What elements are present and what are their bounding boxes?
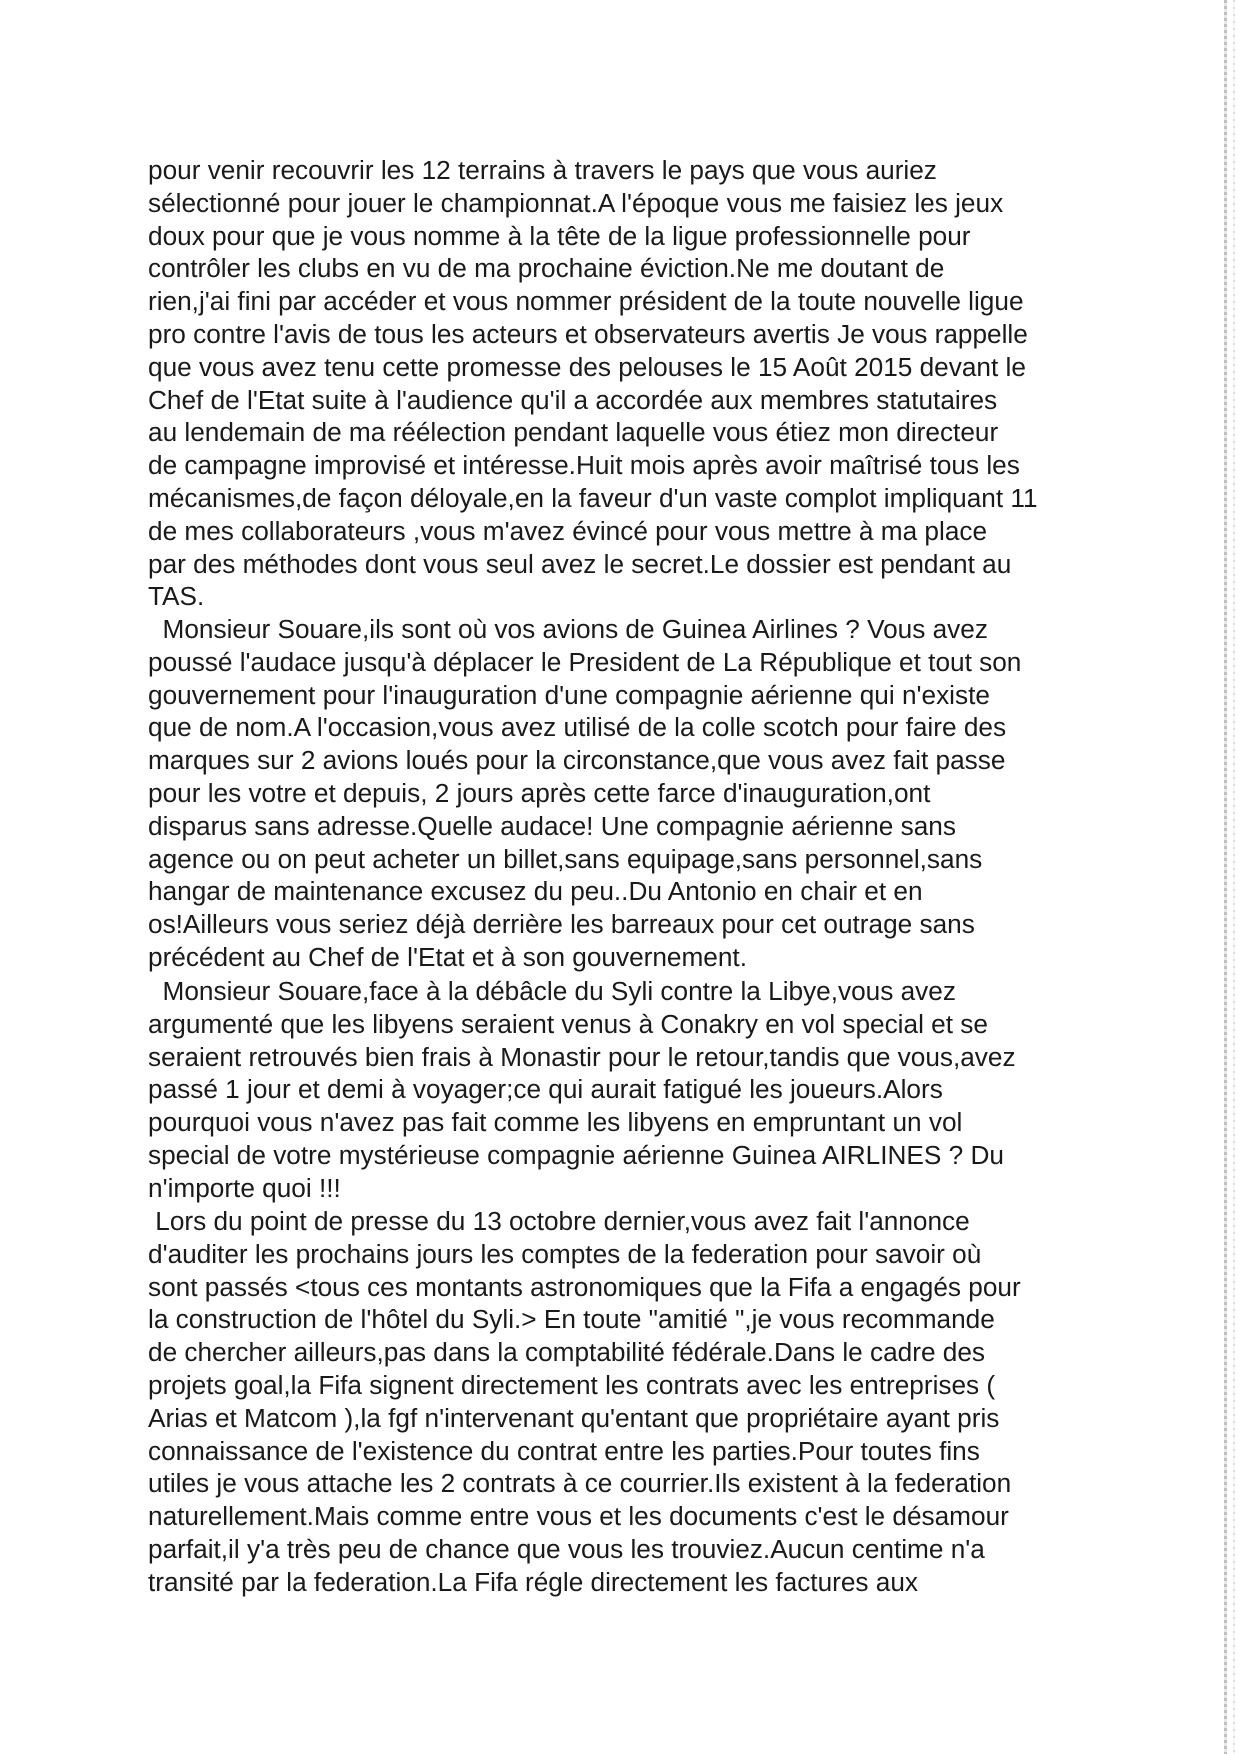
text-line: passé 1 jour et demi à voyager;ce qui aurait fatigué les joueurs.Alors [148,1074,943,1105]
text-line: contrôler les clubs en vu de ma prochaine éviction.Ne me doutant de [148,253,945,284]
text-line: la construction de l'hôtel du Syli.> En toute "amitié ",je vous recommande [148,1304,995,1335]
text-line: Monsieur Souare,face à la débâcle du Syli contre la Libye,vous avez [148,976,956,1006]
text-line: marques sur 2 avions loués pour la circonstance,que vous avez fait passe [148,745,1006,776]
text-line: par des méthodes dont vous seul avez le secret.Le dossier est pendant au [148,548,1012,579]
text-line: seraient retrouvés bien frais à Monastir pour le retour,tandis que vous,avez [148,1041,1016,1072]
text-line: doux pour que je vous nomme à la tête de la ligue professionnelle pour [148,220,971,251]
text-line: pro contre l'avis de tous les acteurs et observateurs avertis Je vous rappelle [148,318,1028,349]
text-line: sélectionné pour jouer le championnat.A l'époque vous me faisiez les jeux [148,187,1004,218]
text-line: utiles je vous attache les 2 contrats à ce courrier.Ils existent à la federation [148,1468,1012,1499]
text-line: au lendemain de ma réélection pendant laquelle vous étiez mon directeur [148,417,999,448]
text-line: pourquoi vous n'avez pas fait comme les libyens en empruntant un vol [148,1107,963,1138]
text-line: agence ou on peut acheter un billet,sans equipage,sans personnel,sans [148,843,983,874]
text-line: special de votre mystérieuse compagnie aérienne Guinea AIRLINES ? Du [148,1139,1004,1170]
scan-edge-artifact-2 [1233,0,1235,1754]
text-line: os!Ailleurs vous seriez déjà derrière les barreaux pour cet outrage sans [148,909,975,940]
text-line: transité par la federation.La Fifa régle directement les factures aux [148,1566,919,1597]
text-line: hangar de maintenance excusez du peu..Du Antonio en chair et en [148,876,923,907]
text-line: précédent au Chef de l'Etat et à son gouvernement. [148,941,747,972]
text-line: rien,j'ai fini par accéder et vous nommer président de la toute nouvelle ligue [148,286,1024,317]
paragraph-syli-libye [148,975,1093,1205]
text-line: pour les votre et depuis, 2 jours après cette farce d'inauguration,ont [148,777,931,808]
scan-edge-artifact [1224,0,1227,1754]
paragraph-guinea-airlines [148,613,1093,974]
text-line: TAS. [148,581,205,612]
text-line: Arias et Matcom ),la fgf n'intervenant qu'entant que propriétaire ayant pris [148,1402,1000,1433]
text-line: sont passés <tous ces montants astronomiques que la Fifa a engagés pour [148,1271,1021,1302]
text-line: connaissance de l'existence du contrat entre les parties.Pour toutes fins [148,1435,980,1466]
paragraph-point-de-presse [148,1205,1093,1599]
text-line: gouvernement pour l'inauguration d'une compagnie aérienne qui n'existe [148,679,990,710]
text-line: mécanismes,de façon déloyale,en la faveur d'un vaste complot impliquant 11 [148,482,1038,513]
text-line: d'auditer les prochains jours les comptes de la federation pour savoir où [148,1238,982,1269]
text-line: que de nom.A l'occasion,vous avez utilisé de la colle scotch pour faire des [148,712,1007,743]
text-line: Chef de l'Etat suite à l'audience qu'il a accordée aux membres statutaires [148,384,998,415]
text-line: Lors du point de presse du 13 octobre dernier,vous avez fait l'annonce [148,1206,970,1236]
paragraph-pelouses [148,154,1093,613]
text-line: poussé l'audace jusqu'à déplacer le President de La République et tout son [148,646,1022,677]
text-line: naturellement.Mais comme entre vous et les documents c'est le désamour [148,1501,1009,1532]
text-line: pour venir recouvrir les 12 terrains à travers le pays que vous auriez [148,155,937,185]
text-line: projets goal,la Fifa signent directement les contrats avec les entreprises ( [148,1369,996,1400]
text-line: argumenté que les libyens seraient venus à Conakry en vol special et se [148,1008,988,1039]
text-line: n'importe quoi !!! [148,1172,341,1203]
text-line: que vous avez tenu cette promesse des pelouses le 15 Août 2015 devant le [148,351,1026,382]
text-line: Monsieur Souare,ils sont où vos avions de Guinea Airlines ? Vous avez [148,614,988,644]
text-line: parfait,il y'a très peu de chance que vous les trouviez.Aucun centime n'a [148,1533,985,1564]
text-line: de chercher ailleurs,pas dans la comptabilité fédérale.Dans le cadre des [148,1337,986,1368]
text-line: disparus sans adresse.Quelle audace! Une compagnie aérienne sans [148,810,956,841]
text-line: de campagne improvisé et intéresse.Huit mois après avoir maîtrisé tous les [148,450,1020,481]
text-line: de mes collaborateurs ,vous m'avez évincé pour vous mettre à ma place [148,515,988,546]
